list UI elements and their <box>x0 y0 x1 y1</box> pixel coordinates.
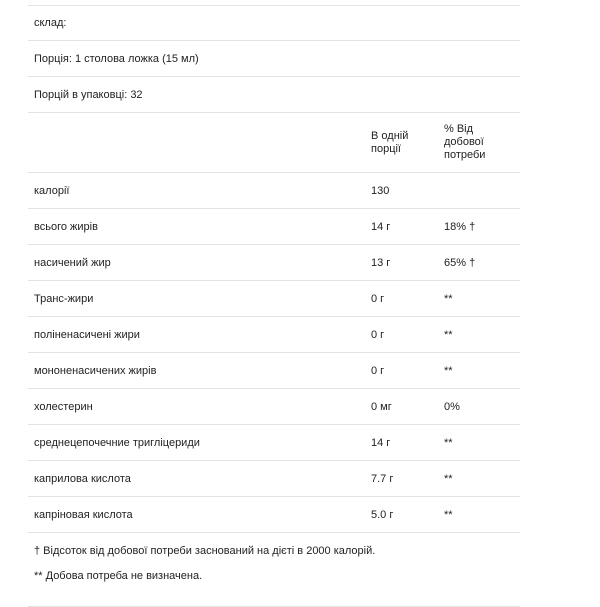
nutrient-name: насичений жир <box>34 256 111 269</box>
nutrient-amount: 14 г <box>371 220 391 233</box>
nutrient-name: калорії <box>34 184 70 197</box>
table-header-row <box>28 113 520 173</box>
nutrient-amount: 7.7 г <box>371 472 394 485</box>
nutrient-name: холестерин <box>34 400 93 413</box>
header-daily-label: % Від добової потреби <box>444 123 486 161</box>
table-row <box>28 353 520 389</box>
table-row <box>28 281 520 317</box>
header-amount-label: В одній порції <box>371 129 409 155</box>
nutrient-name: поліненасичені жири <box>34 328 140 341</box>
supplement-facts-panel <box>28 5 520 607</box>
servings-per-container-row <box>28 77 520 113</box>
table-row <box>28 173 520 209</box>
nutrient-daily-value: 0% <box>444 400 460 413</box>
table-row <box>28 461 520 497</box>
nutrient-name: среднецепочечние тригліцериди <box>34 436 200 449</box>
nutrient-name: Транс-жири <box>34 292 94 305</box>
nutrient-name: всього жирів <box>34 220 98 233</box>
nutrient-rows <box>28 173 520 533</box>
header-daily-cell <box>444 123 520 162</box>
nutrient-amount: 0 г <box>371 364 385 377</box>
nutrient-amount: 13 г <box>371 256 391 269</box>
nutrient-amount: 0 мг <box>371 400 392 413</box>
double-star-footnote: ** Добова потреба не визначена. <box>34 570 203 582</box>
nutrient-daily-value: ** <box>444 328 453 341</box>
nutrient-name: мононенасичених жирів <box>34 364 157 377</box>
nutrient-daily-value: ** <box>444 436 453 449</box>
dagger-footnote: † Відсоток від добової потреби заснований на дієті в 2000 калорій. <box>34 545 376 557</box>
nutrient-daily-value: ** <box>444 508 453 521</box>
header-amount-cell <box>371 130 444 156</box>
nutrient-amount: 14 г <box>371 436 391 449</box>
composition-label: склад: <box>34 16 67 29</box>
nutrient-daily-value: 65% † <box>444 256 476 269</box>
table-row <box>28 389 520 425</box>
serving-size-text: Порція: 1 столова ложка (15 мл) <box>34 52 199 65</box>
nutrient-amount: 0 г <box>371 292 385 305</box>
nutrient-amount: 130 <box>371 184 390 197</box>
nutrient-amount: 5.0 г <box>371 508 394 521</box>
composition-row <box>28 5 520 41</box>
nutrient-daily-value: ** <box>444 364 453 377</box>
nutrient-amount: 0 г <box>371 328 385 341</box>
table-row <box>28 209 520 245</box>
nutrient-name: капріновая кислота <box>34 508 133 521</box>
table-row <box>28 317 520 353</box>
nutrient-daily-value: 18% † <box>444 220 476 233</box>
nutrient-daily-value: ** <box>444 292 453 305</box>
servings-per-container-text: Порцій в упаковці: 32 <box>34 88 143 101</box>
table-row <box>28 245 520 281</box>
nutrient-name: каприлова кислота <box>34 472 131 485</box>
footnotes <box>28 533 520 607</box>
serving-size-row <box>28 41 520 77</box>
table-row <box>28 497 520 533</box>
nutrient-daily-value: ** <box>444 472 453 485</box>
table-row <box>28 425 520 461</box>
